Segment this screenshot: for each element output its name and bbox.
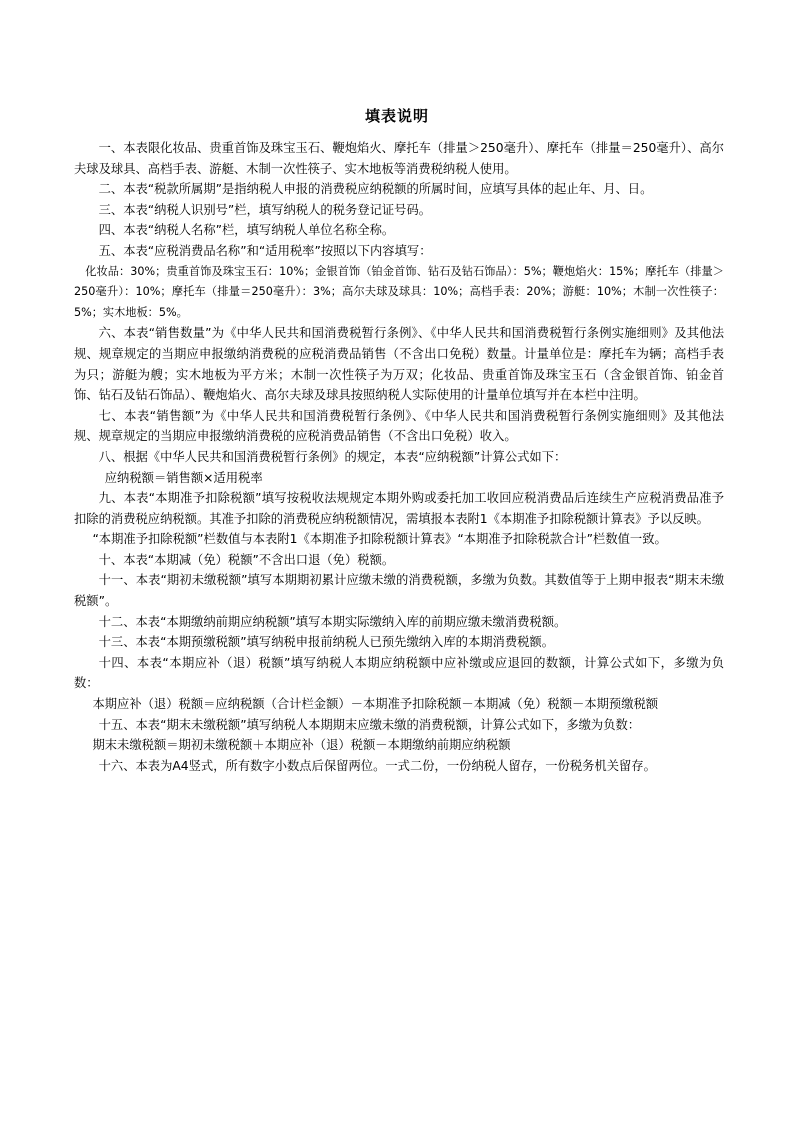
formula-supplement-refund: 本期应补（退）税额＝应纳税额（合计栏金额）－本期准予扣除税额－本期减（免）税额－本期预缴税额 (92, 697, 659, 712)
instruction-paragraph-3: 三、本表“纳税人识别号”栏，填写纳税人的税务登记证号码。 (98, 202, 432, 217)
instruction-paragraph-1: 一、本表限化妆品、贵重首饰及珠宝玉石、鞭炮焰火、摩托车（排量＞250毫升）、摩托车（排量＝250毫升）、高尔夫球及球具、高档手表、游艇、木制一次性筷子、实木地板等消费税纳税人使用。 (74, 141, 724, 176)
instruction-paragraph-4: 四、本表“纳税人名称”栏，填写纳税人单位名称全称。 (98, 223, 395, 238)
instructions-body (74, 138, 724, 776)
document-title: 填表说明 (364, 107, 429, 125)
instruction-paragraph-8: 八、根据《中华人民共和国消费税暂行条例》的规定，本表“应纳税额”计算公式如下： (98, 449, 567, 464)
instruction-paragraph-10: 十、本表“本期减（免）税额”不含出口退（免）税额。 (98, 552, 395, 567)
tax-rate-list: 化妆品：30%；贵重首饰及珠宝玉石：10%；金银首饰（铂金首饰、钻石及钻石饰品）：5%；鞭炮焰火：15%；摩托车（排量＞250毫升）：10%；摩托车（排量＝250毫升）：3%；高尔夫球及球具：10%；高档手表：20%；游艇：10%；木制一次性筷子：5%；实木地板：5%。 (74, 264, 724, 319)
instruction-paragraph-6: 六、本表“销售数量”为《中华人民共和国消费税暂行条例》、《中华人民共和国消费税暂行条例实施细则》及其他法规、规章规定的当期应申报缴纳消费税的应税消费品销售（不含出口免税）数量。计量单位是：摩托车为辆；高档手表为只；游艇为艘；实木地板为平方米；木制一次性筷子为万双；化妆品、贵重首饰及珠宝玉石（含金银首饰、铂金首饰、钻石及钻石饰品）、鞭炮焰火、高尔夫球及球具按照纳税人实际使用的计量单位填写并在本栏中注明。 (74, 326, 724, 403)
instruction-paragraph-2: 二、本表“税款所属期”是指纳税人申报的消费税应纳税额的所属时间，应填写具体的起止年、月、日。 (98, 182, 653, 197)
formula-ending-unpaid: 期末未缴税额＝期初未缴税额＋本期应补（退）税额－本期缴纳前期应纳税额 (92, 738, 511, 753)
instruction-paragraph-9-note: “本期准予扣除税额”栏数值与本表附1《本期准予扣除税额计算表》“本期准予扣除税款合计”栏数值一致。 (92, 532, 667, 547)
instruction-paragraph-5: 五、本表“应税消费品名称”和“适用税率”按照以下内容填写： (98, 243, 432, 258)
formula-tax-payable: 应纳税额＝销售额×适用税率 (104, 470, 263, 485)
instruction-paragraph-13: 十三、本表“本期预缴税额”填写纳税申报前纳税人已预先缴纳入库的本期消费税额。 (98, 635, 555, 650)
instruction-paragraph-14: 十四、本表“本期应补（退）税额”填写纳税人本期应纳税额中应补缴或应退回的数额，计算公式如下，多缴为负数： (74, 655, 724, 691)
instruction-paragraph-16: 十六、本表为A4竖式，所有数字小数点后保留两位。一式二份，一份纳税人留存，一份税务机关留存。 (98, 758, 656, 773)
instruction-paragraph-12: 十二、本表“本期缴纳前期应纳税额”填写本期实际缴纳入库的前期应缴未缴消费税额。 (98, 614, 567, 629)
instruction-paragraph-9: 九、本表“本期准予扣除税额”填写按税收法规规定本期外购或委托加工收回应税消费品后连续生产应税消费品准予扣除的消费税应纳税额。其准予扣除的消费税应纳税额情况，需填报本表附1《本期准予扣除税额计算表》予以反映。 (74, 491, 724, 526)
instruction-paragraph-11: 十一、本表“期初未缴税额”填写本期期初累计应缴未缴的消费税额，多缴为负数。其数值等于上期申报表“期末未缴税额”。 (74, 573, 724, 609)
instruction-paragraph-15: 十五、本表“期末未缴税额”填写纳税人本期期末应缴未缴的消费税额，计算公式如下，多缴为负数： (98, 717, 641, 732)
instruction-paragraph-7: 七、本表“销售额”为《中华人民共和国消费税暂行条例》、《中华人民共和国消费税暂行条例实施细则》及其他法规、规章规定的当期应申报缴纳消费税的应税消费品销售（不含出口免税）收入。 (74, 408, 724, 444)
